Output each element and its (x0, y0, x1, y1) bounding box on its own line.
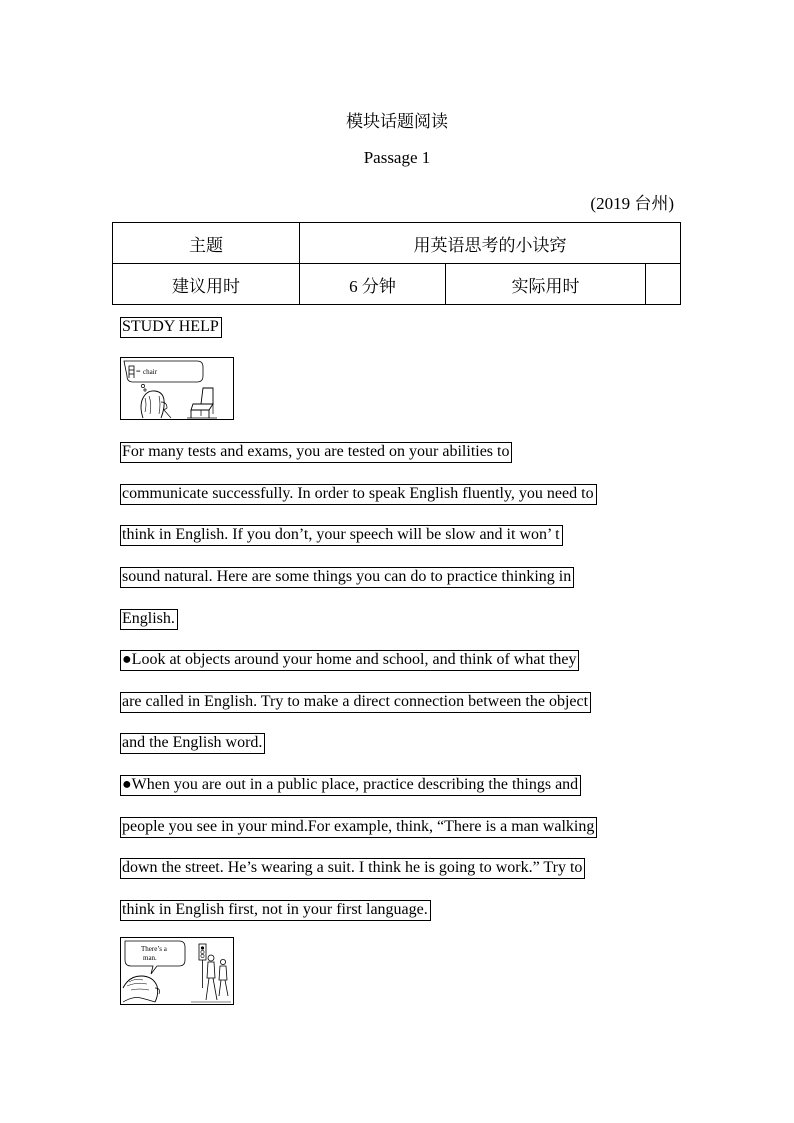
passage-line: think in English. If you don’t, your speech will be slow and it won’ t (120, 525, 563, 546)
page-title: 模块话题阅读 (346, 112, 448, 131)
illustration-chair (120, 357, 234, 420)
bubble-text-line2: man. (143, 954, 157, 962)
passage-number: Passage 1 (363, 148, 431, 167)
info-table (112, 222, 681, 305)
actual-time-label: 实际用时 (446, 264, 646, 305)
table-row (113, 223, 681, 264)
table-row (113, 264, 681, 305)
people-walking-icon (191, 955, 231, 1002)
passage-line: ●Look at objects around your home and school, and think of what they (120, 650, 579, 671)
traffic-light-icon (199, 944, 206, 988)
source-note: (2019 台州) (590, 194, 674, 213)
passage-line: sound natural. Here are some things you can do to practice thinking in (120, 567, 574, 588)
passage-line: are called in English. Try to make a direct connection between the object (120, 692, 591, 713)
chair-caption-symbol: = (136, 367, 141, 376)
chair-icon (129, 366, 134, 378)
boy-thinking-icon (123, 976, 160, 1002)
topic-label: 主题 (113, 223, 300, 264)
topic-value: 用英语思考的小诀窍 (300, 223, 681, 264)
bubble-text-line1: There’s a (141, 945, 167, 953)
thought-bubble-icon (124, 361, 203, 391)
suggested-time-value: 6 分钟 (300, 264, 446, 305)
passage-line: For many tests and exams, you are tested on your abilities to (120, 442, 512, 463)
passage-line: and the English word. (120, 733, 265, 754)
chair-caption-text: chair (143, 368, 157, 376)
suggested-time-label: 建议用时 (113, 264, 300, 305)
passage-line: down the street. He’s wearing a suit. I think he is going to work.” Try to (120, 858, 585, 879)
girl-thinking-icon (141, 391, 171, 418)
illustration-man (120, 937, 234, 1005)
study-help-label: STUDY HELP (120, 317, 222, 338)
passage-line: communicate successfully. In order to speak English fluently, you need to (120, 484, 597, 505)
actual-time-value (646, 264, 681, 305)
passage-line: English. (120, 609, 178, 630)
passage-line: ●When you are out in a public place, practice describing the things and (120, 775, 581, 796)
chair-drawing-icon (187, 388, 217, 418)
passage-line: think in English first, not in your first language. (120, 900, 431, 921)
passage-line: people you see in your mind.For example, think, “There is a man walking (120, 817, 597, 838)
